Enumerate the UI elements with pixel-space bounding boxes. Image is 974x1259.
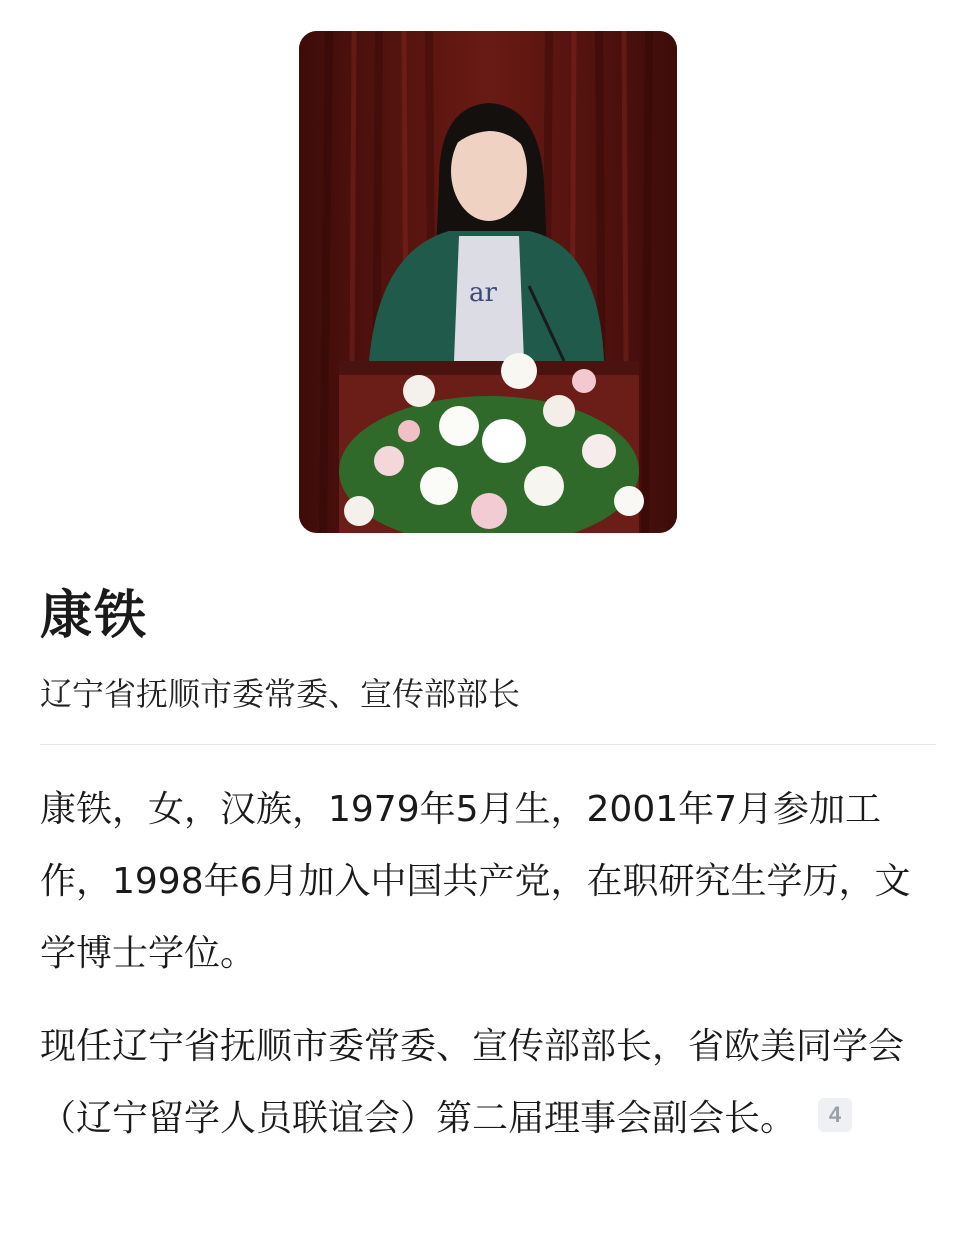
bio-paragraph-1 (40, 774, 936, 990)
portrait-photo-icon (299, 31, 677, 533)
reference-badge[interactable]: 4 (818, 1098, 852, 1132)
divider (40, 744, 936, 745)
profile-subtitle: 辽宁省抚顺市委常委、宣传部部长 (40, 675, 521, 713)
profile-name: 康铁 (40, 586, 149, 646)
bio-paragraph-2 (40, 1011, 936, 1155)
svg-text:ar: ar (469, 278, 497, 308)
bio-paragraph-1-text: 康铁，女，汉族，1979年5月生，2001年7月参加工作，1998年6月加入中国共产党，在职研究生学历，文学博士学位。 (40, 789, 911, 974)
profile-photo[interactable] (299, 31, 677, 533)
bio-paragraph-2-text: 现任辽宁省抚顺市委常委、宣传部部长，省欧美同学会（辽宁留学人员联谊会）第二届理事会副会长。 (40, 1026, 905, 1139)
